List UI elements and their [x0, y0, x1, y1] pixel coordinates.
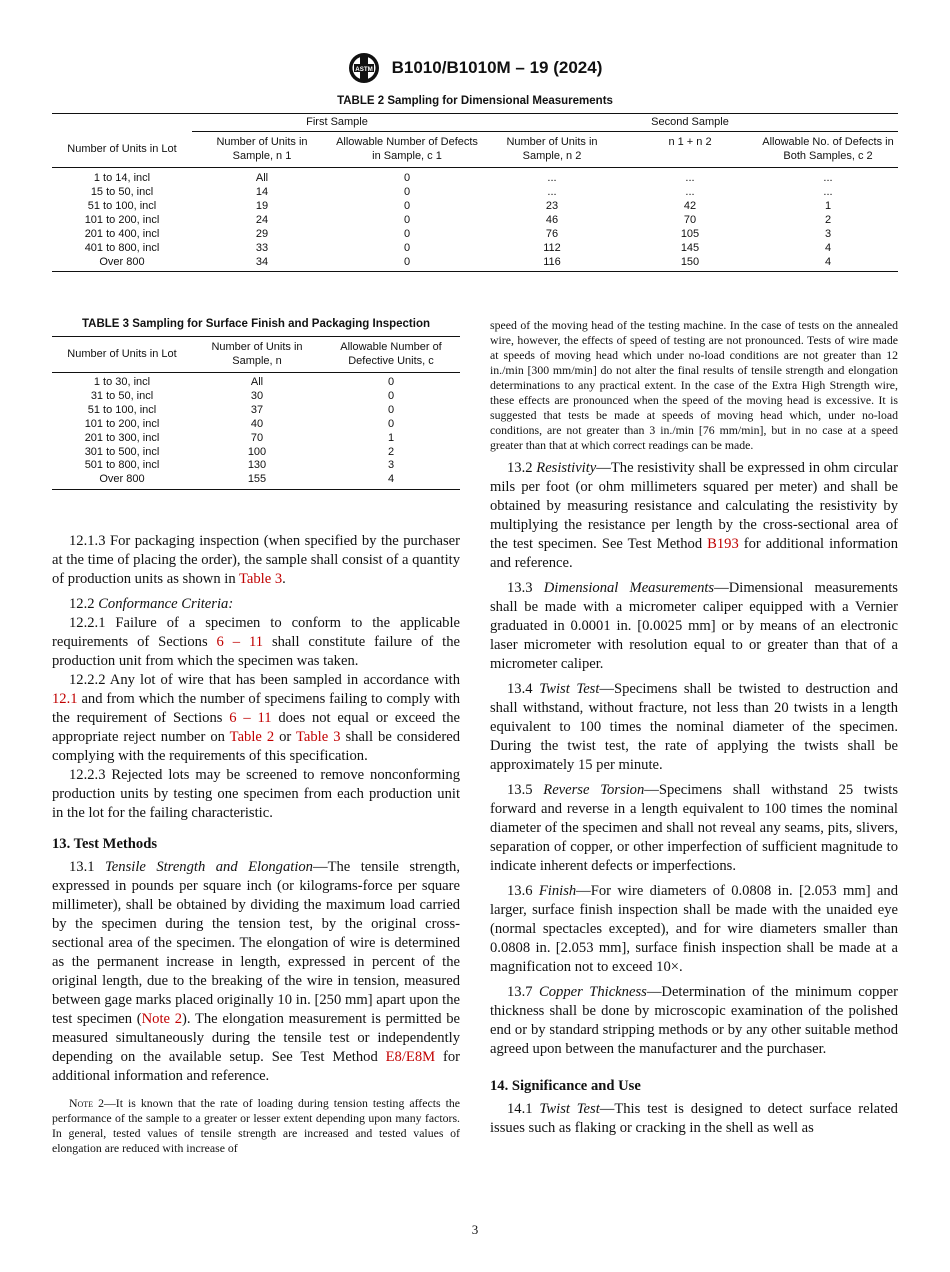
svg-text:ASTM: ASTM: [354, 66, 373, 74]
table-3: [52, 318, 460, 490]
table-2-header: Number of Units in Sample, n 1: [192, 132, 332, 168]
link-sections[interactable]: 6 – 11: [216, 634, 264, 650]
table-cell: All: [250, 376, 264, 388]
table-cell: 4: [824, 242, 832, 254]
table-cell: 24: [255, 214, 269, 226]
paragraph-13-6: 13.6 Finish—For wire diameters of 0.0808 in. [2.053 mm] and larger, surface finish inspection shall be made with the unaided eye (normal spectacles excepted), and for wire diameters smaller than 0.0808 in. [2.053 mm], surface finish inspection shall be made at a magnification not to exceed 10×.: [490, 883, 898, 975]
table-cell: 2: [387, 445, 395, 458]
table-cell: 51 to 100, incl: [87, 403, 157, 416]
table-cell: 29: [255, 228, 269, 240]
table-cell: ...: [547, 186, 557, 198]
paragraph-12-2-2: 12.2.2 Any lot of wire that has been sampled in accordance with 12.1 and from which the number of specimens failing to comply with the requirement of Sections 6 – 11 does not equal or exceed the appropriate reject number on Table 2 or Table 3 shall be considered complying with the requirements of this specification.: [52, 672, 460, 764]
page-number: 3: [471, 1222, 479, 1237]
table-row: [52, 255, 898, 272]
table-cell: ...: [547, 172, 557, 184]
section-13-heading: 13. Test Methods: [52, 836, 158, 852]
table-cell: 0: [403, 172, 411, 184]
table-3-header: Number of Units in Lot: [52, 337, 192, 373]
table-cell: 70: [683, 214, 697, 226]
table-3-body: [52, 373, 460, 490]
table-cell: 76: [545, 228, 559, 240]
table-cell: 101 to 200, incl: [84, 417, 160, 430]
right-column: [490, 318, 898, 1138]
table-2-header: Number of Units in Lot: [52, 132, 192, 168]
table-cell: 42: [683, 200, 697, 212]
table-cell: 100: [247, 445, 267, 458]
table-row: [52, 404, 460, 418]
paragraph-12-2-3: 12.2.3 Rejected lots may be screened to remove nonconforming production units by testing one specimen from each production unit in the lot for the failing characteristic.: [52, 767, 460, 821]
table-cell: 201 to 300, incl: [84, 431, 160, 444]
link-table-3[interactable]: Table 3: [239, 571, 283, 587]
table-cell: 19: [255, 200, 269, 212]
table-row: [52, 241, 898, 255]
table-row: [52, 473, 460, 489]
table-cell: 130: [247, 459, 267, 472]
table-3-header: Number of Units in Sample, n: [192, 337, 322, 373]
table-cell: 1: [387, 431, 395, 444]
table-row: [52, 227, 898, 241]
table-row: [52, 213, 898, 227]
table-2: [52, 95, 898, 272]
table-3-grid: [52, 336, 460, 490]
table-row: [52, 459, 460, 473]
link-table-3[interactable]: Table 3: [296, 729, 341, 745]
table-cell: 1 to 14, incl: [93, 172, 151, 184]
table-cell: 37: [250, 403, 264, 416]
table-2-header: n 1 + n 2: [622, 132, 758, 168]
table-cell: 3: [824, 228, 832, 240]
table-cell: 1 to 30, incl: [93, 376, 151, 388]
table-cell: ...: [685, 172, 695, 184]
table-cell: 23: [545, 200, 559, 212]
table-cell: ...: [823, 172, 833, 184]
table-cell: 51 to 100, incl: [87, 200, 157, 212]
table-cell: 0: [387, 376, 395, 388]
table-cell: 4: [824, 256, 832, 268]
paragraph-13-1: 13.1 Tensile Strength and Elongation—The tensile strength, expressed in pounds per square inch (or kilograms-force per square millimeter), shall be obtained by dividing the maximum load carried by the specimen during the tension test, by the original cross-sectional area of the specimen. The elongation of wire is determined as the permanent increase in length, expressed in percent of the original length, due to the breaking of the wire in tension, measured between gage marks placed originally 10 in. [250 mm] apart upon the test specimen (Note 2). The elongation measurement is permitted be measured simultaneously during the tensile test or independently depending on the available setup. See Test Method E8/E8M for additional information and reference.: [52, 859, 461, 1084]
table-cell: 501 to 800, incl: [84, 459, 160, 472]
paragraph-12-1-3: 12.1.3 For packaging inspection (when specified by the purchaser at the time of placing the order), the sample shall consist of a quantity of production units as shown in Table 3.: [52, 533, 460, 587]
table-cell: Over 800: [99, 256, 145, 268]
table-row: [52, 168, 898, 186]
paragraph-12-2: 12.2 Conformance Criteria:: [69, 596, 234, 612]
astm-logo-icon: [348, 52, 380, 84]
table-cell: 0: [403, 214, 411, 226]
table-cell: 0: [403, 242, 411, 254]
table-cell: 201 to 400, incl: [84, 228, 160, 240]
table-cell: Over 800: [99, 473, 145, 486]
table-cell: 116: [543, 256, 561, 268]
table-cell: 4: [387, 473, 395, 486]
table-cell: 31 to 50, incl: [90, 389, 154, 402]
table-3-header: Allowable Number of Defective Units, c: [322, 337, 460, 373]
table-cell: 2: [824, 214, 832, 226]
table-row: [52, 390, 460, 404]
table-2-group-second: Second Sample: [482, 114, 898, 132]
table-cell: 112: [543, 242, 561, 254]
table-cell: 70: [250, 431, 264, 444]
paragraph-13-3: 13.3 Dimensional Measurements—Dimensional measurements shall be made with a micrometer caliper equipped with a Vernier graduated in 0.0001 in. [0.0025 mm] or by means of an electronic laser micrometer with resolution equal to or greater than that of a micrometer caliper.: [490, 580, 898, 672]
paragraph-14-1: 14.1 Twist Test—This test is designed to detect surface related issues such as flaking or cracking in the shell as well as: [490, 1101, 898, 1136]
table-cell: 101 to 200, incl: [84, 214, 160, 226]
table-cell: 46: [545, 214, 559, 226]
table-2-grid: [52, 113, 898, 272]
table-cell: 0: [387, 417, 395, 430]
link-e8-e8m[interactable]: E8/E8M: [385, 1049, 436, 1065]
link-note-2[interactable]: Note 2: [141, 1011, 183, 1027]
paragraph-13-5: 13.5 Reverse Torsion—Specimens shall withstand 25 twists forward and reverse in a length equivalent to 100 times the nominal diameter of the specimen and shall not reveal any seams, pits, slivers, separation of copper, or other imperfection of sufficient magnitude to indicate inherent defects or imperfections.: [490, 782, 898, 874]
link-table-2[interactable]: Table 2: [229, 729, 275, 745]
page-header: [0, 52, 950, 84]
table-cell: 30: [250, 389, 264, 402]
table-cell: 33: [255, 242, 269, 254]
paragraph-13-7: 13.7 Copper Thickness—Determination of the minimum copper thickness shall be done by microscopic examination of the polished end or by standard stripping methods or by any other suitable method agreed upon between the manufacturer and the purchaser.: [490, 984, 898, 1057]
table-cell: 301 to 500, incl: [84, 445, 160, 458]
paragraph-12-2-1: 12.2.1 Failure of a specimen to conform to the applicable requirements of Sections 6 – 11 shall constitute failure of the production unit from which the specimen was taken.: [52, 615, 460, 669]
table-row: [52, 373, 460, 390]
table-cell: 0: [403, 200, 411, 212]
table-cell: 0: [403, 186, 411, 198]
table-cell: 150: [680, 256, 700, 268]
note-2: Note 2—It is known that the rate of loading during tension testing affects the performance of the sample to a greater or lesser extent depending upon many factors. In general, tested values of tensile strength are increased and tested values of elongation are reduced with increase of: [52, 1096, 460, 1155]
table-cell: 40: [250, 417, 264, 430]
note-2-continued: speed of the moving head of the testing machine. In the case of tests on the annealed wire, however, the effects of speed of testing are not pronounced. Tests of wire made at speeds of moving head which under no-load conditions are not greater than 12 in./min [300 mm/min] do not alter the final results of tensile strength and elongation determinations to any practical extent. In the case of the Extra High Strength wire, these effects are pronounced when the speed of the moving head is excessive. It is suggested that tests be made at speeds of moving head which, under no-load conditions, are not greater than 3 in./min [76 mm/min], but in no case at a speed greater than that at which correct readings can be made.: [490, 318, 898, 452]
table-cell: 0: [403, 256, 411, 268]
table-cell: ...: [685, 186, 695, 198]
table-cell: 401 to 800, incl: [84, 242, 160, 254]
table-cell: 0: [403, 228, 411, 240]
left-column: [52, 532, 460, 1156]
table-cell: 0: [387, 389, 395, 402]
table-2-header: Allowable No. of Defects in Both Samples, c 2: [758, 132, 898, 168]
link-sections[interactable]: 6 – 11: [229, 710, 272, 726]
standard-designation: B1010/B1010M – 19 (2024): [391, 58, 603, 77]
link-12-1[interactable]: 12.1: [52, 691, 78, 707]
table-2-caption: TABLE 2 Sampling for Dimensional Measurements: [337, 95, 613, 107]
table-2-body: [52, 168, 898, 272]
table-2-header: Number of Units in Sample, n 2: [482, 132, 622, 168]
table-cell: 14: [255, 186, 269, 198]
table-cell: All: [255, 172, 269, 184]
table-row: [52, 446, 460, 460]
table-cell: 34: [255, 256, 269, 268]
table-cell: ...: [823, 186, 833, 198]
paragraph-13-4: 13.4 Twist Test—Specimens shall be twisted to destruction and shall withstand, without fracture, not less than 20 twists in a length equivalent to 100 times the nominal diameter of the specimen. During the twist test, the rate of applying the twists shall be approximately 15 per minute.: [490, 681, 898, 773]
table-cell: 145: [680, 242, 700, 254]
paragraph-13-2: 13.2 Resistivity—The resistivity shall be expressed in ohm circular mils per foot (or ohm millimeters squared per meter) and shall be obtained by measuring resistance and calculating the resistivity by multiplying the resistance per length by the cross-sectional area of the test specimen. See Test Method B193 for additional information and reference.: [490, 460, 898, 571]
link-b193[interactable]: B193: [707, 536, 739, 552]
table-cell: 155: [247, 473, 267, 486]
table-row: [52, 432, 460, 446]
table-cell: 105: [680, 228, 700, 240]
table-row: [52, 418, 460, 432]
table-2-header: Allowable Number of Defects in Sample, c 1: [332, 132, 482, 168]
table-cell: 15 to 50, incl: [90, 186, 154, 198]
table-cell: 1: [824, 200, 832, 212]
table-2-group-first: First Sample: [192, 114, 482, 132]
table-row: [52, 185, 898, 199]
table-row: [52, 199, 898, 213]
table-cell: 0: [387, 403, 395, 416]
table-cell: 3: [387, 459, 395, 472]
section-14-heading: 14. Significance and Use: [490, 1078, 641, 1094]
table-3-caption: TABLE 3 Sampling for Surface Finish and Packaging Inspection: [81, 318, 431, 330]
